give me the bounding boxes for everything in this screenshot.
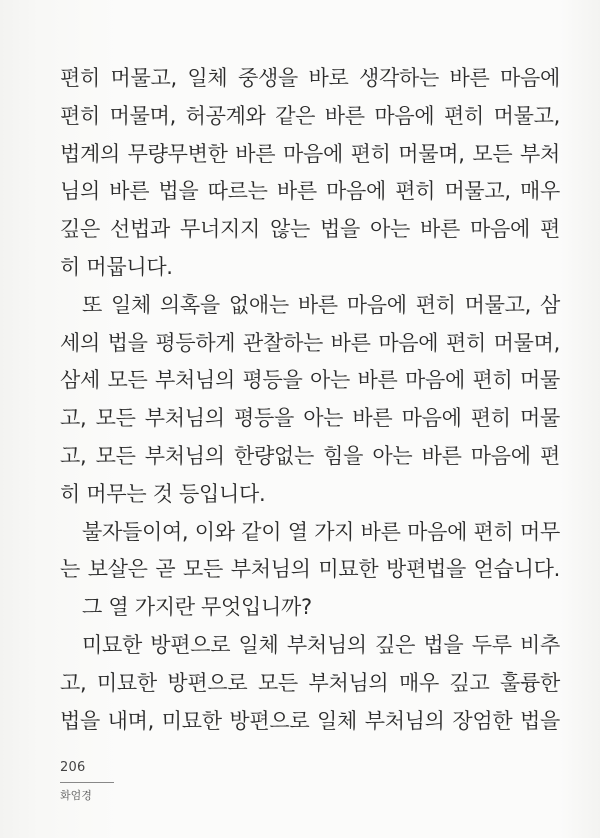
text-line: 고, 모든 부처님의 평등을 아는 바른 마음에 편히 머물 bbox=[60, 406, 560, 431]
text-line: 히 머무는 것 등입니다. bbox=[60, 481, 266, 506]
text-line: 법을 내며, 미묘한 방편으로 일체 부처님의 장엄한 법을 bbox=[60, 708, 560, 733]
text-line: 고, 미묘한 방편으로 모든 부처님의 매우 깊고 훌륭한 bbox=[60, 670, 560, 695]
text-line: 님의 바른 법을 따르는 바른 마음에 편히 머물고, 매우 bbox=[60, 179, 560, 204]
text-line: 그 열 가지란 무엇입니까? bbox=[82, 595, 312, 620]
text-line: 깊은 선법과 무너지지 않는 법을 아는 바른 마음에 편 bbox=[60, 217, 560, 242]
page-number: 206 bbox=[60, 760, 86, 775]
text-line: 편히 머물며, 허공계와 같은 바른 마음에 편히 머물고, bbox=[60, 103, 560, 128]
text-line: 편히 머물고, 일체 중생을 바로 생각하는 바른 마음에 bbox=[60, 66, 560, 90]
footer-divider bbox=[60, 782, 114, 783]
text-line: 불자들이여, 이와 같이 열 가지 바른 마음에 편히 머무 bbox=[82, 519, 560, 544]
text-line: 세의 법을 평등하게 관찰하는 바른 마음에 편히 머물며, bbox=[60, 330, 560, 355]
body-text bbox=[60, 60, 560, 740]
text-line: 고, 모든 부처님의 한량없는 힘을 아는 바른 마음에 편 bbox=[60, 443, 560, 468]
text-line: 는 보살은 곧 모든 부처님의 미묘한 방편법을 얻습니다. bbox=[60, 557, 560, 582]
text-line: 히 머뭅니다. bbox=[60, 254, 173, 279]
text-line: 법계의 무량무변한 바른 마음에 편히 머물며, 모든 부처 bbox=[60, 141, 560, 166]
book-title: 화엄경 bbox=[60, 789, 92, 802]
page-footer bbox=[60, 760, 114, 803]
text-line: 미묘한 방편으로 일체 부처님의 깊은 법을 두루 비추 bbox=[82, 632, 560, 657]
text-line: 또 일체 의혹을 없애는 바른 마음에 편히 머물고, 삼 bbox=[82, 292, 560, 317]
text-line: 삼세 모든 부처님의 평등을 아는 바른 마음에 편히 머물 bbox=[60, 368, 560, 393]
